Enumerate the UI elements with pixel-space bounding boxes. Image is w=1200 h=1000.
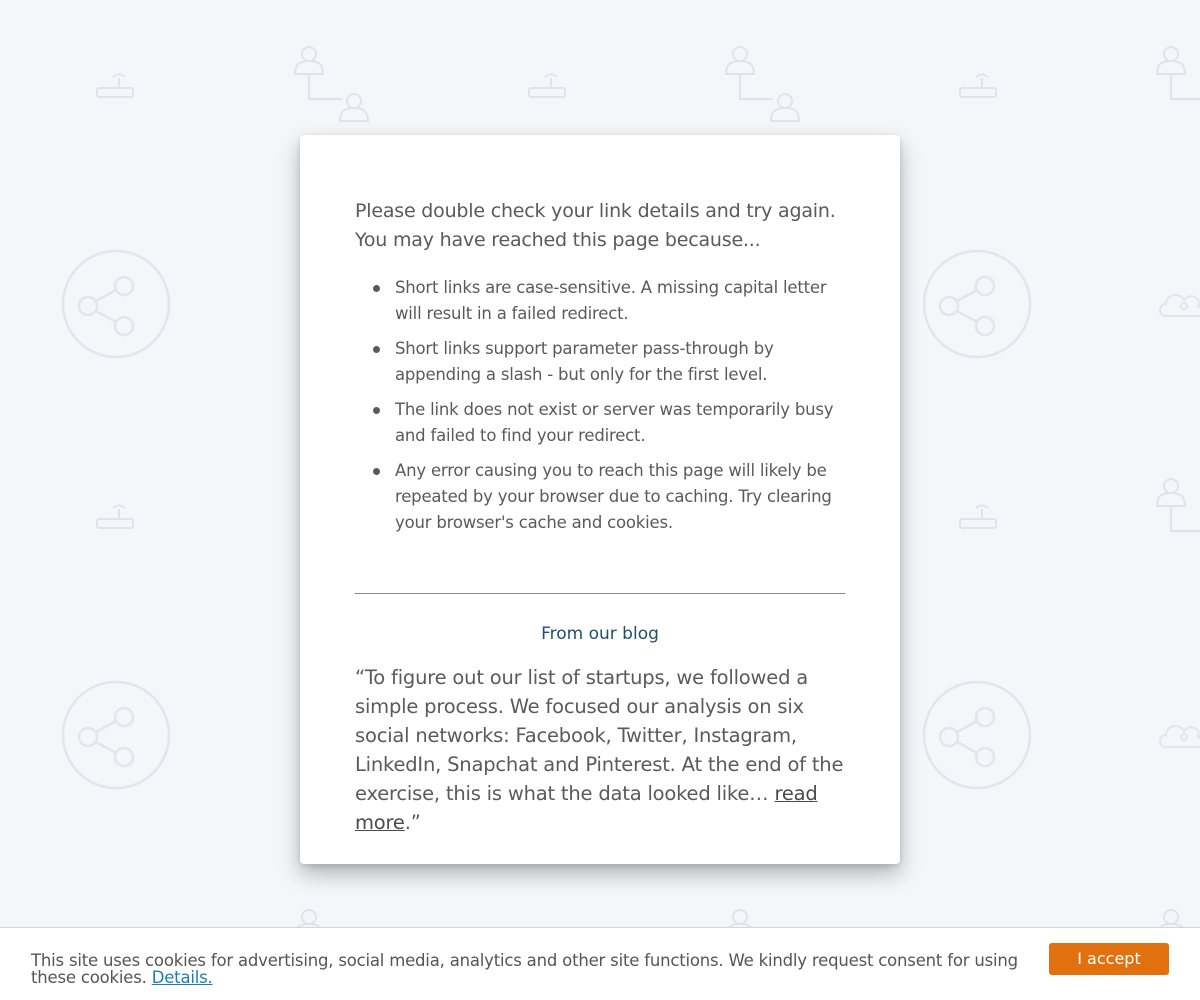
router-icon [97,75,133,98]
read-more-link[interactable]: read more [355,782,818,834]
bullet-icon [373,407,380,414]
share-circle-icon [63,682,169,788]
accept-cookies-button[interactable]: I accept [1049,943,1169,975]
list-item [395,397,845,449]
cloud-user-icon [1160,295,1200,316]
router-icon [97,506,133,529]
list-item [395,336,845,388]
error-card [300,135,900,864]
intro-line-2: You may have reached this page because... [355,229,761,251]
bullet-icon [373,468,380,475]
list-item [395,275,845,327]
quote-text: To figure out our list of startups, we followed a simple process. We focused our analysis on six social networks: Facebook, Twitter, Instagram, LinkedIn, Snapchat and Pinterest. At the end of the exercise, this is what the data looked like… [355,666,844,805]
cookie-message [31,952,1041,986]
reason-text: The link does not exist or server was temporarily busy and failed to find your redirect. [395,400,834,445]
intro-line-1: Please double check your link details and try again. [355,200,836,222]
reason-text: Short links support parameter pass-through by appending a slash - but only for the first level. [395,339,774,384]
quote-open-mark: “ [355,666,365,689]
router-icon [529,75,565,98]
divider [355,593,845,594]
list-item [395,458,845,536]
cookie-details-link[interactable]: Details. [151,968,213,987]
reason-text: Any error causing you to reach this page will likely be repeated by your browser due to caching. Try clearing your browser's cache and cookies. [395,461,832,532]
blog-heading: From our blog [541,624,659,644]
intro-text [355,197,845,255]
share-circle-icon [924,682,1030,788]
user-network-icon [1157,47,1200,121]
user-network-icon [295,47,368,121]
bullet-icon [373,346,380,353]
bullet-icon [373,285,380,292]
blog-quote [355,663,845,837]
reason-text: Short links are case-sensitive. A missing capital letter will result in a failed redirect. [395,278,827,323]
cloud-user-icon [1160,726,1200,747]
user-network-icon [1157,479,1200,553]
cookie-text: This site uses cookies for advertising, social media, analytics and other site functions. We kindly request consent for using these cookies. [31,951,1018,987]
share-circle-icon [924,251,1030,357]
reasons-list [355,275,845,536]
user-network-icon [726,47,799,121]
router-icon [960,75,996,98]
router-icon [960,506,996,529]
cookie-consent-bar [0,927,1200,1000]
share-circle-icon [63,251,169,357]
quote-close-mark: .” [404,811,421,834]
